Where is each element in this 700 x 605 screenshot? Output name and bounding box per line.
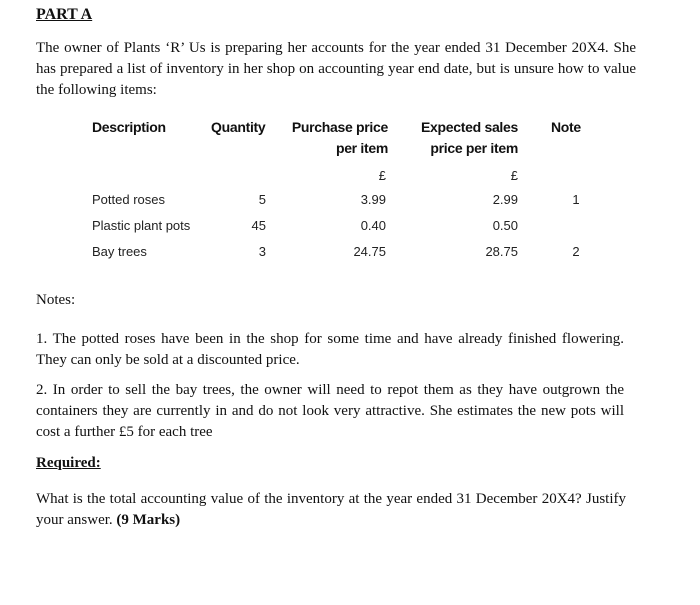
row2-purchase: 0.40 [360,218,386,233]
required-label: Required: [36,455,101,471]
inventory-table [0,0,700,280]
note-1: 1. The potted roses have been in the shop for some time and have already finished flowering. They can only be sold at a discounted price. [36,331,624,368]
note-2: 2. In order to sell the bay trees, the owner will need to repot them as they have outgrown the containers they are currently in and do not look very attractive. She estimates the new pots will cost a further £5 for each tree [36,382,624,440]
notes-label: Notes: [36,292,76,308]
marks-label: (9 Marks) [116,512,181,528]
row3-note: 2 [572,244,580,259]
header-quantity: Quantity [211,119,266,135]
row1-quantity: 5 [258,192,266,207]
header-description: Description [92,119,166,135]
row2-sales: 0.50 [492,218,518,233]
row2-quantity: 45 [251,218,266,233]
question-text: What is the total accounting value of the inventory at the year ended 31 December 20X4? Justify your answer. [36,491,626,528]
header-sales-line2: price per item [430,140,518,156]
intro-paragraph: The owner of Plants ‘R’ Us is preparing her accounts for the year ended 31 December 20X4. She has prepared a list of inventory in her shop on accounting year end date, but is unsure how to value the following items: [36,40,636,98]
row1-sales: 2.99 [492,192,518,207]
currency-sales: £ [510,168,518,183]
part-title: PART A [36,6,93,23]
row1-description: Potted roses [92,192,165,207]
header-sales-line1: Expected sales [421,119,518,135]
question [36,489,626,531]
row3-purchase: 24.75 [353,244,386,259]
header-purchase-line2: per item [335,140,388,156]
row3-sales: 28.75 [485,244,518,259]
currency-purchase: £ [378,168,386,183]
row3-quantity: 3 [258,244,266,259]
row1-note: 1 [572,192,580,207]
row1-purchase: 3.99 [360,192,386,207]
row2-description: Plastic plant pots [92,218,191,233]
header-purchase-line1: Purchase price [291,119,388,135]
row3-description: Bay trees [92,244,147,259]
header-note: Note [551,119,581,135]
